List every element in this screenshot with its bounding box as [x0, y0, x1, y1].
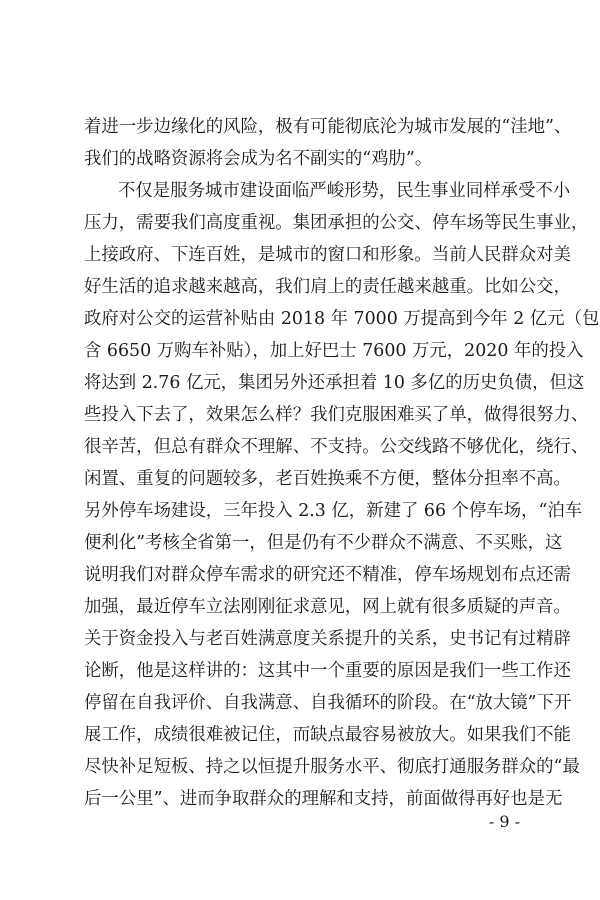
text-line: 着进一步边缘化的风险，极有可能彻底沦为城市发展的“洼地”、 [84, 117, 572, 137]
text-line: 便利化”考核全省第一，但是仍有不少群众不满意、不买账，这 [84, 533, 563, 553]
text-line: 关于资金投入与老百姓满意度关系提升的关系，史书记有过精辟 [84, 629, 571, 649]
text-line: 加强，最近停车立法刚刚征求意见，网上就有很多质疑的声音。 [84, 597, 571, 617]
text-line: 政府对公交的运营补贴由 2018 年 7000 万提高到今年 2 亿元（包 [84, 309, 600, 329]
text-line: 后一公里”、进而争取群众的理解和支持，前面做得再好也是无 [84, 789, 563, 809]
text-line: 另外停车场建设，三年投入 2.3 亿，新建了 66 个停车场，“泊车 [84, 501, 583, 521]
text-line: 很辛苦，但总有群众不理解、不支持。公交线路不够优化，绕行、 [84, 437, 589, 457]
text-line: 停留在自我评价、自我满意、自我循环的阶段。在“放大镜”下开 [84, 693, 572, 713]
text-line: 闲置、重复的问题较多，老百姓换乘不方便，整体分担率不高。 [84, 469, 571, 489]
text-line: 展工作，成绩很难被记住，而缺点最容易被放大。如果我们不能 [84, 725, 571, 745]
text-line: 将达到 2.76 亿元，集团另外还承担着 10 多亿的历史负债，但这 [84, 373, 585, 393]
text-line: 尽快补足短板、持之以恒提升服务水平、彻底打通服务群众的“最 [84, 757, 580, 777]
page-number: - 9 - [488, 812, 520, 831]
paragraph-start-line: 不仅是服务城市建设面临严峻形势，民生事业同样承受不小 [118, 181, 571, 201]
text-line: 说明我们对群众停车需求的研究还不精准，停车场规划布点还需 [84, 565, 571, 585]
text-line: 压力，需要我们高度重视。集团承担的公交、停车场等民生事业， [84, 213, 589, 233]
text-line: 论断，他是这样讲的：这其中一个重要的原因是我们一些工作还 [84, 661, 571, 681]
text-line: 好生活的追求越来越高，我们肩上的责任越来越重。比如公交， [84, 277, 571, 297]
text-line: 含 6650 万购车补贴），加上好巴士 7600 万元，2020 年的投入 [84, 341, 584, 361]
text-line: 上接政府、下连百姓，是城市的窗口和形象。当前人民群众对美 [84, 245, 571, 265]
text-line: 我们的战略资源将会成为名不副实的“鸡肋”。 [84, 149, 433, 169]
text-line: 些投入下去了，效果怎么样？我们克服困难买了单，做得很努力、 [84, 405, 589, 425]
